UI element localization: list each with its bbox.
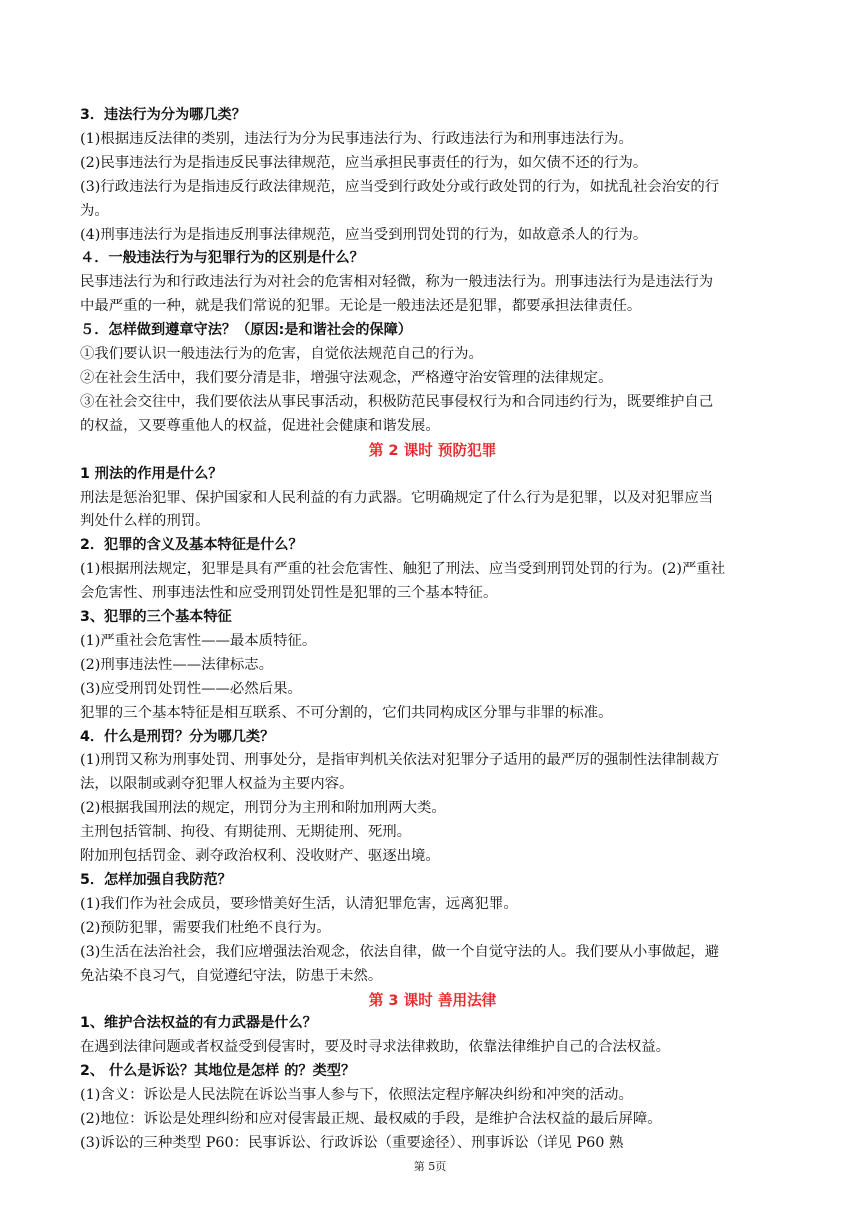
text-line: 会危害性、刑事违法性和应受刑罚处罚性是犯罪的三个基本特征。 [80,585,498,602]
question-heading: ４．一般违法行为与犯罪行为的区别是什么？ [80,250,364,267]
text-line: (1)根据刑法规定，犯罪是具有严重的社会危害性、触犯了刑法、应当受到刑罚处罚的行为。(2)严重社 [80,561,726,578]
text-line: (1)刑罚又称为刑事处罚、刑事处分，是指审判机关依法对犯罪分子适用的最严厉的强制性法律制裁方 [80,752,720,769]
text-line: (2)地位：诉讼是处理纠纷和应对侵害最正规、最权威的手段，是维护合法权益的最后屏障。 [80,1111,662,1128]
page-content [80,104,785,1156]
lesson-title: 第 3 课时 善用法律 [368,991,497,1009]
text-line: ③在社会交往中，我们要依法从事民事活动，积极防范民事侵权行为和合同违约行为，既要维护自己 [80,393,714,410]
text-line: (2)刑事违法性——法律标志。 [80,656,274,673]
page-number: 第 5页 [413,1160,447,1173]
question-heading: 3．违法行为分为哪几类？ [80,107,246,123]
text-line: (3)行政违法行为是指违反行政法律规范，应当受到行政处分或行政处罚的行为，如扰乱社会治安的行 [80,178,720,195]
question-heading: 2、 什么是诉讼？其地位是怎样 的？类型？ [80,1063,356,1080]
text-line: (1)含义：诉讼是人民法院在诉讼当事人参与下，依照法定程序解决纠纷和冲突的活动。 [80,1087,633,1104]
text-line: 免沾染不良习气，自觉遵纪守法，防患于未然。 [80,967,383,984]
text-line: 在遇到法律问题或者权益受到侵害时，要及时寻求法律救助，依靠法律维护自己的合法权益。 [80,1039,671,1056]
question-heading: ５．怎样做到遵章守法？（原因:是和谐社会的保障） [80,322,412,339]
text-line: 法，以限制或剥夺犯罪人权益为主要内容。 [80,776,354,793]
question-heading: 3、犯罪的三个基本特征 [80,609,232,626]
question-heading: 2．犯罪的含义及基本特征是什么？ [80,537,303,554]
lesson-title: 第 2 课时 预防犯罪 [368,441,497,459]
text-line: ①我们要认识一般违法行为的危害，自觉依法规范自己的行为。 [80,346,483,363]
text-line: (3)应受刑罚处罚性——必然后果。 [80,680,302,697]
question-heading: 4．什么是刑罚？分为哪几类？ [80,728,275,745]
text-line: 为。 [80,202,109,219]
text-line: 附加刑包括罚金、剥夺政治权利、没收财产、驱逐出境。 [80,848,440,865]
question-heading: 1、维护合法权益的有力武器是什么？ [80,1015,317,1032]
text-line: (1)我们作为社会成员，要珍惜美好生活，认清犯罪危害，远离犯罪。 [80,895,518,912]
text-line: (3)生活在法治社会，我们应增强法治观念，依法自律，做一个自觉守法的人。我们要从小事做起，避 [80,943,720,960]
text-line: (1)根据违反法律的类别，违法行为分为民事违法行为、行政违法行为和刑事违法行为。 [80,130,633,147]
text-line: (1)严重社会危害性——最本质特征。 [80,632,317,649]
question-heading: 1 刑法的作用是什么？ [80,465,223,482]
text-line: 犯罪的三个基本特征是相互联系、不可分割的，它们共同构成区分罪与非罪的标准。 [80,704,613,721]
text-line: 中最严重的一种，就是我们常说的犯罪。无论是一般违法还是犯罪，都要承担法律责任。 [80,298,642,315]
text-line: 民事违法行为和行政违法行为对社会的危害相对轻微，称为一般违法行为。刑事违法行为是违法行为 [80,274,714,291]
text-line: (2)根据我国刑法的规定，刑罚分为主刑和附加刑两大类。 [80,800,446,817]
text-line: 的权益，又要尊重他人的权益，促进社会健康和谐发展。 [80,417,440,434]
question-heading: 5．怎样加强自我防范？ [80,872,232,888]
text-line: 判处什么样的刑罚。 [80,513,210,530]
text-line: (2)预防犯罪，需要我们杜绝不良行为。 [80,919,331,936]
text-line: (4)刑事违法行为是指违反刑事法律规范，应当受到刑罚处罚的行为，如故意杀人的行为。 [80,226,648,243]
text-line: ②在社会生活中，我们要分清是非，增强守法观念，严格遵守治安管理的法律规定。 [80,369,613,386]
text-line: 主刑包括管制、拘役、有期徒刑、无期徒刑、死刑。 [80,824,411,841]
text-line: (3)诉讼的三种类型 P60：民事诉讼、行政诉讼（重要途径）、刑事诉讼（详见 P60 熟 [80,1134,624,1151]
text-line: (2)民事违法行为是指违反民事法律规范，应当承担民事责任的行为，如欠债不还的行为。 [80,154,648,171]
text-line: 刑法是惩治犯罪、保护国家和人民利益的有力武器。它明确规定了什么行为是犯罪，以及对犯罪应当 [80,489,714,506]
